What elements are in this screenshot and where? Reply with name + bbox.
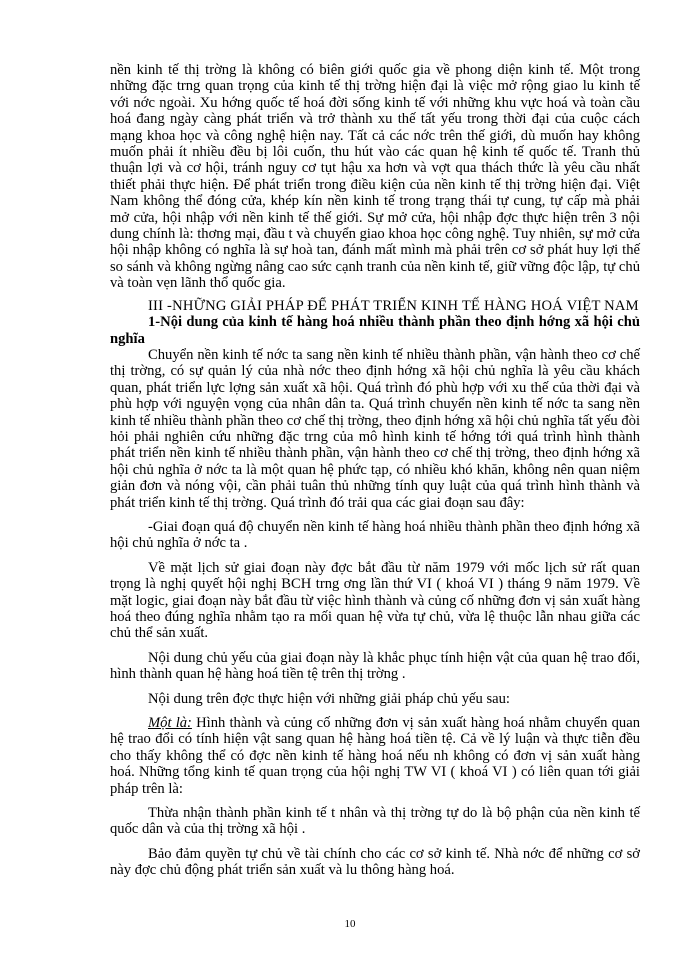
- page-number: 10: [344, 918, 356, 930]
- paragraph-private-sector: Thừa nhận thành phần kinh tế t nhân và thị trờng tự do là bộ phận của nền kinh tế quốc dân và của thị trờng xã hội .: [110, 805, 640, 838]
- paragraph-main-content: Nội dung chủ yếu của giai đoạn này là khắc phục tính hiện vật của quan hệ trao đổi, hình thành quan hệ hàng hoá tiền tệ trên thị trờng .: [110, 649, 640, 683]
- page-body: [110, 62, 640, 879]
- paragraph-market-economy: nền kinh tế thị trờng là không có biên giới quốc gia về phong diện kinh tế. Một trong những đặc trng quan trọng của kinh tế thị trờng hiện đại là việc mở rộng giao lu kinh tế với nớc ngoài. Xu hớng quốc tế hoá đời sống kinh tế với những khu vực hoá và toàn cầu hoá đang ngày càng phát triển và trở thành xu thế tất yếu trong thời đại của cuộc cách mạng khoa học và công nghệ hiện nay. Tất cả các nớc trên thế giới, dù muốn hay không muốn phải ít nhiều đều bị lôi cuốn, thu hút vào các quan hệ kinh tế quốc tế. Tranh thủ thuận lợi và cơ hội, tránh nguy cơ tụt hậu xa hơn và vợt qua thách thức là yêu cầu nhất thiết phải thực hiện. Để phát triển trong điều kiện của nền kinh tế thị trờng hiện đại. Việt Nam không thể đóng cửa, khép kín nền kinh tế trong trạng thái tự cung, tự cấp mà phải mở cửa, hội nhập với nền kinh tế thế giới. Sự mở cửa, hội nhập đợc thực hiện trên 3 nội dung chính là: thơng mại, đầu t và chuyển giao khoa học công nghệ. Tuy nhiên, sự mở cửa hội nhập không có nghĩa là sự hoà tan, đánh mất mình mà phải trên cơ sở phát huy lợi thế so sánh và không ngừng nâng cao sức cạnh tranh của nền kinh tế, giữ vững độc lập, tự chủ và toàn vẹn lãnh thổ quốc gia.: [110, 62, 640, 292]
- section-heading-iii: III -NHỮNG GIẢI PHÁP ĐỂ PHÁT TRIỂN KINH TẾ HÀNG HOÁ VIỆT NAM: [148, 297, 639, 314]
- solution-one-label: Một là:: [148, 715, 192, 732]
- solution-one-text: Hình thành và củng cố những đơn vị sản xuất hàng hoá nhằm chuyển quan hệ trao đổi có tính hiện vật sang quan hệ hàng hoá tiền tệ. Cả về lý luận và thực tiễn đều cho thấy không thể có đợc nền kinh tế hàng hoá nếu nh không có đơn vị sản xuất hàng hoá. Những tổng kinh tế quan trọng của hội nghị TW VI ( khoá VI ) có liên quan tới giải pháp trên là:: [110, 715, 641, 797]
- paragraph-financial-autonomy: Bảo đảm quyền tự chủ về tài chính cho các cơ sở kinh tế. Nhà nớc để những cơ sở này đợc chủ động phát triển sản xuất và lu thông hàng hoá.: [110, 845, 640, 879]
- paragraph-solution-one: [110, 715, 640, 797]
- subsection-heading-1: 1-Nội dung của kinh tế hàng hoá nhiều thành phần theo định hớng xã hội chủ nghĩa: [110, 314, 640, 347]
- paragraph-solutions-intro: Nội dung trên đợc thực hiện với những giải pháp chủ yếu sau:: [148, 690, 510, 707]
- paragraph-transition-stage: -Giai đoạn quá độ chuyển nền kinh tế hàng hoá nhiều thành phần theo định hớng xã hội chủ nghĩa ở nớc ta .: [110, 518, 640, 552]
- paragraph-transition: Chuyển nền kinh tế nớc ta sang nền kinh tế nhiều thành phần, vận hành theo cơ chế thị trờng, có sự quản lý của nhà nớc theo định hớng xã hội chủ nghĩa là yêu cầu khách quan, phát triển lực lợng sản xuất xã hội. Quá trình đó phù hợp với xu thế của thời đại và phù hợp với nguyện vọng của nhân dân ta. Quá trình chuyển nền kinh tế nớc ta sang nền kinh tế nhiều thành phần theo cơ chế thị trờng, theo định hớng xã hội chủ nghĩa tất yếu đòi hỏi phải nghiên cứu những đặc trng của mô hình kinh tế hớng tới quá trình hình thành phát triển nền kinh tế nhiều thành phần, vận hành theo cơ chế thị trờng, theo định hớng xã hội chủ nghĩa ở nớc ta là một quan hệ phức tạp, có nhiều khó khăn, không nên quan niệm giản đơn và nóng vội, cần phải tuân thủ những tính quy luật của quá trình hình thành và phát triển kinh tế thị trờng. Quá trình đó trải qua các giai đoạn sau đây:: [110, 346, 640, 511]
- paragraph-history: Về mặt lịch sử giai đoạn này đợc bắt đầu từ năm 1979 với mốc lịch sử rất quan trọng là nghị quyết hội nghị BCH trng ơng lần thứ VI ( khoá VI ) tháng 9 năm 1979. Về mặt logic, giai đoạn này bắt đầu từ việc hình thành và củng cố những đơn vị sản xuất hàng hoá theo đúng nghĩa nhằm tạo ra mối quan hệ vừa tự chủ, vừa lệ thuộc lẫn nhau giữa các chủ thể sản xuất.: [110, 559, 640, 642]
